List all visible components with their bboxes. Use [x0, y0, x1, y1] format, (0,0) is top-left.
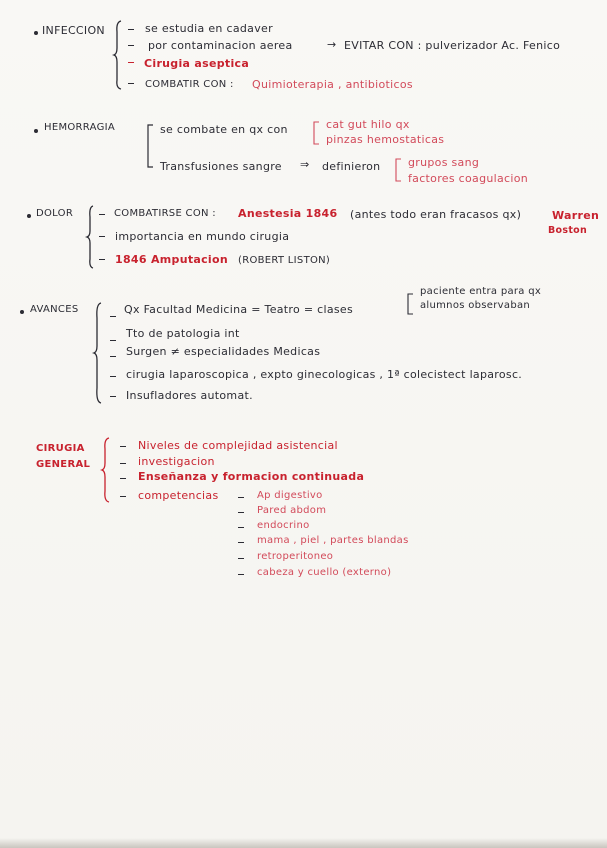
list-dash [120, 496, 126, 497]
bullet-dot [20, 310, 24, 314]
section-heading-cirugia-general-1: CIRUGIA [36, 443, 85, 454]
hemorragia-definieron: definieron [322, 160, 381, 173]
competencia-4: mama , piel , partes blandas [257, 535, 409, 546]
cirugia-general-item-4: competencias [138, 489, 219, 502]
bracket [146, 124, 154, 168]
list-dash [110, 316, 116, 317]
list-dash [238, 542, 244, 543]
implies-arrow-icon: ⇒ [300, 158, 310, 171]
avances-item-3: cirugia laparoscopica , expto ginecologicas , 1ª colecistect laparosc. [126, 368, 523, 381]
hemorragia-line-2: Transfusiones sangre [160, 160, 282, 173]
infeccion-combat-value: Quimioterapia , antibioticos [252, 78, 413, 91]
list-dash [110, 356, 116, 357]
list-dash [128, 45, 134, 46]
dolor-line-2: importancia en mundo cirugia [115, 230, 290, 243]
list-dash [120, 463, 126, 464]
competencia-6: cabeza y cuello (externo) [257, 567, 392, 578]
avances-sub-1: paciente entra para qx [420, 286, 542, 297]
list-dash [110, 340, 116, 341]
list-dash [120, 446, 126, 447]
section-heading-cirugia-general-2: GENERAL [36, 459, 91, 470]
cirugia-general-item-2: investigacion [138, 455, 215, 468]
infeccion-item-2: por contaminacion aerea [148, 39, 293, 52]
dolor-line-1-prefix: COMBATIRSE CON : [114, 208, 216, 219]
list-dash [128, 29, 134, 30]
bullet-dot [34, 129, 38, 133]
brace [114, 20, 124, 90]
arrow-icon: → [327, 38, 337, 51]
list-dash [238, 512, 244, 513]
cirugia-general-item-3: Enseñanza y formacion continuada [138, 470, 365, 483]
list-dash [238, 558, 244, 559]
section-heading-dolor: DOLOR [36, 208, 74, 219]
section-heading-hemorragia: HEMORRAGIA [44, 122, 116, 133]
bullet-dot [34, 31, 38, 35]
section-heading-infeccion: INFECCION [42, 24, 105, 37]
list-dash [238, 527, 244, 528]
hemorragia-sub-4: factores coagulacion [408, 172, 529, 185]
competencia-3: endocrino [257, 520, 310, 531]
list-dash [99, 259, 105, 260]
bracket [394, 158, 402, 182]
list-dash [99, 214, 105, 215]
infeccion-item-3: Cirugia aseptica [144, 57, 250, 70]
dolor-line-3-highlight: 1846 Amputacion [115, 253, 228, 266]
list-dash [128, 62, 134, 63]
hemorragia-sub-2: pinzas hemostaticas [326, 133, 445, 146]
brace [102, 437, 112, 503]
list-dash [128, 83, 134, 84]
page-edge-shadow [0, 838, 607, 848]
competencia-5: retroperitoneo [257, 551, 334, 562]
brace [94, 302, 104, 404]
bracket [312, 121, 320, 145]
list-dash [120, 478, 126, 479]
hemorragia-line-1: se combate en qx con [160, 123, 288, 136]
dolor-boston: Boston [548, 225, 588, 236]
avances-line-1: Qx Facultad Medicina = Teatro = clases [124, 303, 354, 316]
infeccion-arrow-text: EVITAR CON : pulverizador Ac. Fenico [344, 39, 561, 52]
brace [87, 205, 95, 269]
list-dash [238, 497, 244, 498]
list-dash [110, 396, 116, 397]
competencia-1: Ap digestivo [257, 490, 323, 501]
list-dash [99, 236, 105, 237]
bracket [406, 293, 414, 315]
hemorragia-sub-3: grupos sang [408, 156, 480, 169]
cirugia-general-item-1: Niveles de complejidad asistencial [138, 439, 338, 452]
list-dash [238, 574, 244, 575]
list-dash [110, 376, 116, 377]
avances-item-4: Insufladores automat. [126, 389, 253, 402]
dolor-line-1-highlight: Anestesia 1846 [238, 207, 338, 220]
avances-item-1: Tto de patologia int [126, 327, 240, 340]
dolor-line-1-suffix: (antes todo eran fracasos qx) [350, 208, 522, 221]
avances-item-2: Surgen ≠ especialidades Medicas [126, 345, 321, 358]
infeccion-item-4: COMBATIR CON : [145, 79, 234, 90]
section-heading-avances: AVANCES [30, 304, 79, 315]
bullet-dot [27, 214, 31, 218]
hemorragia-sub-1: cat gut hilo qx [326, 118, 410, 131]
competencia-2: Pared abdom [257, 505, 327, 516]
avances-sub-2: alumnos observaban [420, 300, 531, 311]
dolor-warren: Warren [552, 209, 600, 222]
infeccion-item-1: se estudia en cadaver [145, 22, 273, 35]
dolor-line-3-suffix: (ROBERT LISTON) [238, 255, 331, 266]
